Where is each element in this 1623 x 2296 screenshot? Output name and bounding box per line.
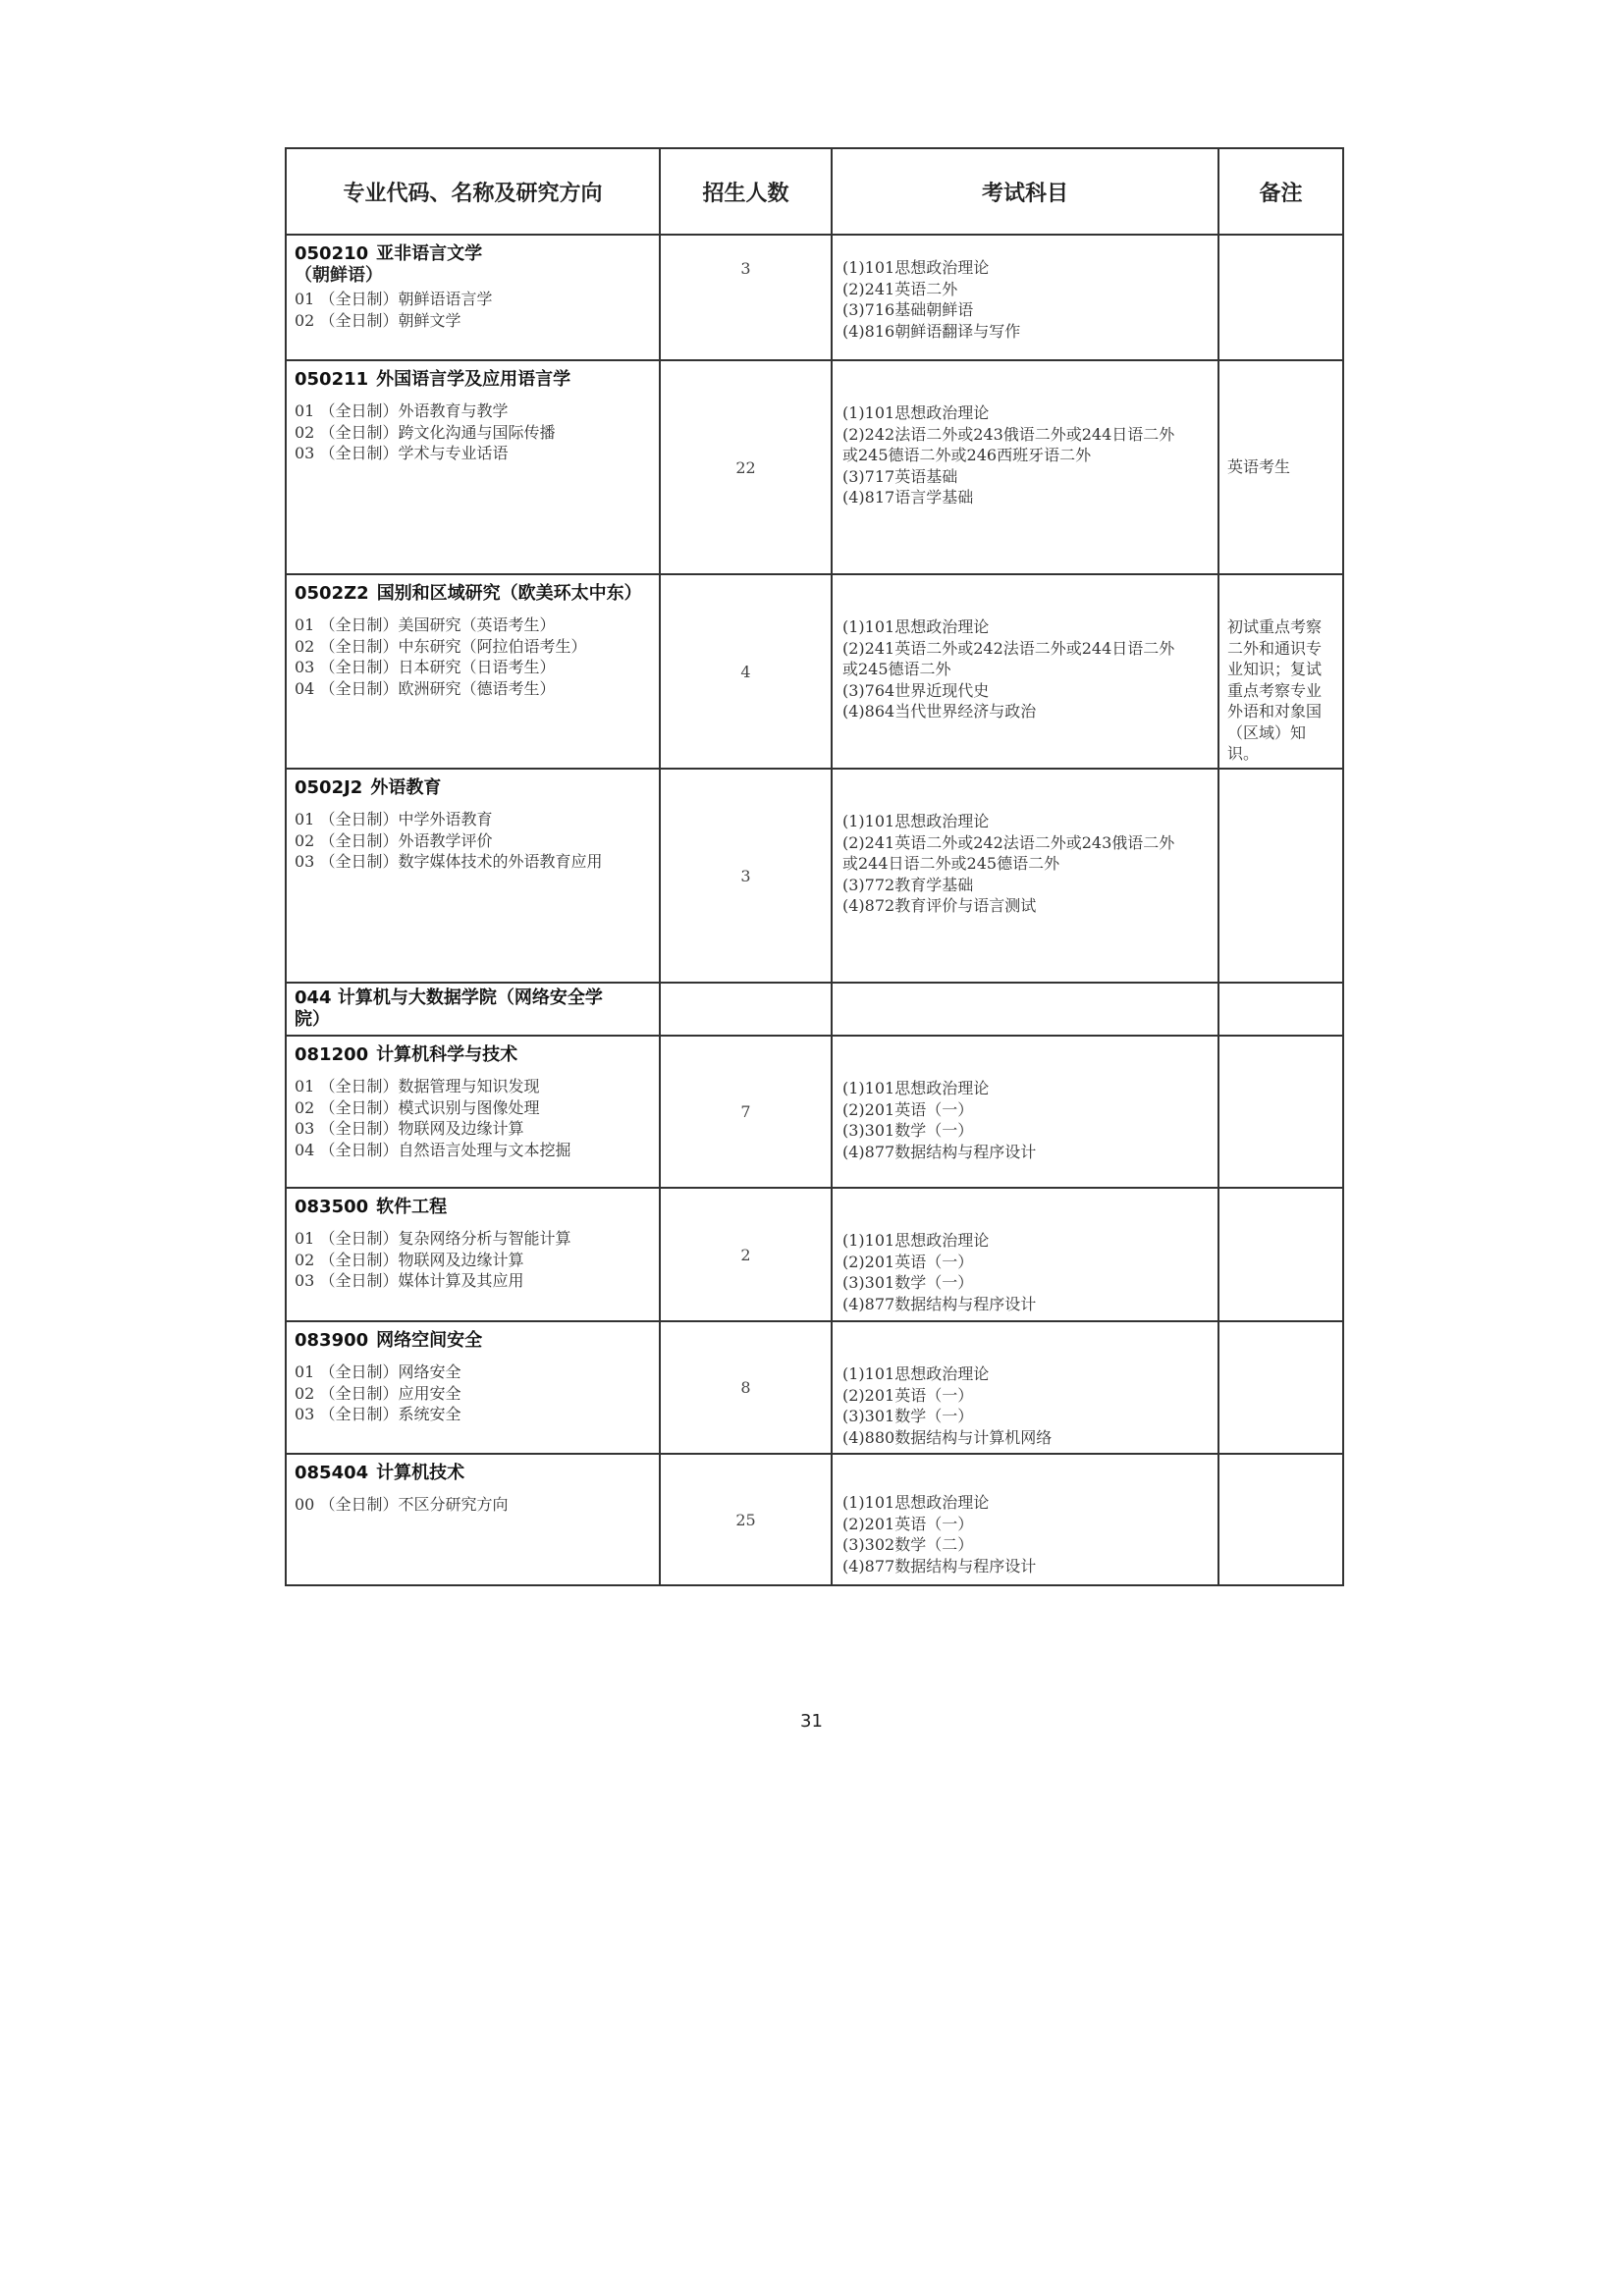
table-header-row [286, 148, 1343, 235]
subject-item: (2)201英语（一） [842, 1385, 974, 1405]
notes-cell [1218, 1036, 1343, 1188]
college-name: 044 计算机与大数据学院（网络安全学 [295, 988, 603, 1008]
subjects-cell [832, 1454, 1218, 1585]
subject-item: (3)717英语基础 [842, 466, 958, 486]
subject-item: (4)872教育评价与语言测试 [842, 896, 1037, 915]
table-row [286, 360, 1343, 574]
major-code: 050210 [295, 243, 369, 264]
notes-cell [1218, 1321, 1343, 1454]
major-name: 外语教育 [370, 777, 442, 798]
subject-item: (2)201英语（一） [842, 1514, 974, 1533]
direction-item: 02 （全日制）模式识别与图像处理 [295, 1097, 540, 1117]
major-name: 计算机技术 [376, 1463, 465, 1483]
major-code: 083900 [295, 1330, 369, 1351]
subject-item: (2)201英语（一） [842, 1099, 974, 1119]
subjects-cell [832, 769, 1218, 983]
subject-item: (1)101思想政治理论 [842, 1079, 990, 1097]
notes-cell [1218, 235, 1343, 360]
major-name: 软件工程 [376, 1197, 448, 1217]
subjects-cell [832, 235, 1218, 360]
subjects-cell [832, 360, 1218, 574]
table-row [286, 1321, 1343, 1454]
direction-item: 03 （全日制）物联网及边缘计算 [295, 1119, 524, 1138]
major-title [295, 777, 653, 799]
subject-item: (3)301数学（一） [842, 1407, 974, 1425]
college-row [286, 983, 1343, 1036]
enrollment-count: 2 [660, 1188, 832, 1321]
major-title [295, 243, 653, 265]
direction-item: 04 （全日制）自然语言处理与文本挖掘 [295, 1140, 571, 1159]
direction-item: 03 （全日制）媒体计算及其应用 [295, 1271, 524, 1290]
subject-item: (1)101思想政治理论 [842, 1231, 990, 1250]
page-number: 31 [800, 1711, 823, 1732]
subject-item: (3)716基础朝鲜语 [842, 300, 974, 319]
direction-item: 01 （全日制）数据管理与知识发现 [295, 1077, 540, 1095]
direction-item: 03 （全日制）日本研究（日语考生） [295, 658, 556, 676]
major-title [295, 583, 653, 605]
enrollment-count: 3 [660, 769, 832, 983]
major-code: 085404 [295, 1463, 369, 1483]
empty-cell [1218, 983, 1343, 1036]
empty-cell [832, 983, 1218, 1036]
major-name: 网络空间安全 [376, 1330, 483, 1351]
table-row [286, 574, 1343, 769]
subjects-cell [832, 574, 1218, 769]
subject-item: (2)201英语（一） [842, 1252, 974, 1271]
table-row [286, 769, 1343, 983]
subject-item: (4)864当代世界经济与政治 [842, 702, 1037, 721]
notes-cell [1218, 769, 1343, 983]
major-cell [286, 574, 660, 769]
major-cell [286, 235, 660, 360]
direction-item: 00 （全日制）不区分研究方向 [295, 1495, 509, 1514]
subjects-cell [832, 1321, 1218, 1454]
enrollment-count: 7 [660, 1036, 832, 1188]
subject-item: (4)817语言学基础 [842, 488, 974, 507]
direction-item: 03 （全日制）学术与专业话语 [295, 444, 509, 462]
header-major: 专业代码、名称及研究方向 [286, 148, 660, 235]
major-title [295, 1197, 653, 1218]
enrollment-count: 4 [660, 574, 832, 769]
direction-item: 02 （全日制）跨文化沟通与国际传播 [295, 422, 556, 442]
major-cell [286, 769, 660, 983]
header-notes: 备注 [1218, 148, 1343, 235]
direction-item: 01 （全日制）外语教育与教学 [295, 401, 509, 420]
notes-cell [1218, 1454, 1343, 1585]
major-code: 0502J2 [295, 777, 363, 798]
notes-cell [1218, 1188, 1343, 1321]
major-title [295, 369, 653, 391]
subject-item: (3)764世界近现代史 [842, 680, 990, 700]
subject-item: (3)301数学（一） [842, 1121, 974, 1140]
subjects-cell [832, 1036, 1218, 1188]
subject-item: 或245德语二外 [842, 660, 951, 678]
major-cell [286, 360, 660, 574]
notes-cell: 英语考生 [1218, 360, 1343, 574]
subject-item: (2)241英语二外或242法语二外或244日语二外 [842, 638, 1175, 658]
header-enrollment: 招生人数 [660, 148, 832, 235]
subject-item: 或244日语二外或245德语二外 [842, 854, 1060, 873]
subject-item: (4)877数据结构与程序设计 [842, 1142, 1037, 1161]
college-name-cont: 院） [295, 1009, 330, 1030]
subject-item: (1)101思想政治理论 [842, 258, 990, 277]
direction-item: 01 （全日制）美国研究（英语考生） [295, 615, 556, 634]
direction-item: 01 （全日制）复杂网络分析与智能计算 [295, 1229, 571, 1248]
major-cell [286, 1321, 660, 1454]
direction-item: 03 （全日制）数字媒体技术的外语教育应用 [295, 852, 603, 871]
subject-item: (4)877数据结构与程序设计 [842, 1294, 1037, 1313]
major-title [295, 1044, 653, 1066]
major-name: 外国语言学及应用语言学 [376, 369, 571, 390]
major-code: 0502Z2 [295, 583, 369, 604]
enrollment-table [285, 147, 1344, 1586]
major-code: 081200 [295, 1044, 369, 1065]
subject-item: (2)241英语二外 [842, 279, 958, 298]
direction-item: 02 （全日制）朝鲜文学 [295, 310, 461, 330]
direction-item: 01 （全日制）朝鲜语语言学 [295, 290, 493, 308]
subjects-cell [832, 1188, 1218, 1321]
subject-item: (3)301数学（一） [842, 1273, 974, 1292]
major-name: 国别和区域研究（欧美环太中东） [376, 583, 642, 604]
major-cell [286, 1188, 660, 1321]
subject-item: (1)101思想政治理论 [842, 1364, 990, 1383]
table-row [286, 235, 1343, 360]
enrollment-count: 22 [660, 360, 832, 574]
subject-item: (1)101思想政治理论 [842, 403, 990, 422]
direction-item: 01 （全日制）中学外语教育 [295, 810, 493, 828]
subject-item: (4)816朝鲜语翻译与写作 [842, 321, 1021, 341]
major-name: 计算机科学与技术 [376, 1044, 518, 1065]
empty-cell [660, 983, 832, 1036]
subject-item: (3)302数学（二） [842, 1535, 974, 1554]
direction-item: 01 （全日制）网络安全 [295, 1362, 461, 1381]
subject-item: (1)101思想政治理论 [842, 812, 990, 830]
college-cell [286, 983, 660, 1036]
major-subtitle: （朝鲜语） [295, 265, 383, 286]
direction-item: 02 （全日制）物联网及边缘计算 [295, 1250, 524, 1269]
major-cell [286, 1036, 660, 1188]
direction-item: 02 （全日制）应用安全 [295, 1383, 461, 1403]
subject-item: 或245德语二外或246西班牙语二外 [842, 446, 1092, 464]
enrollment-count: 25 [660, 1454, 832, 1585]
subject-item: (3)772教育学基础 [842, 875, 974, 894]
direction-item: 03 （全日制）系统安全 [295, 1405, 461, 1423]
header-subjects: 考试科目 [832, 148, 1218, 235]
direction-item: 02 （全日制）中东研究（阿拉伯语考生） [295, 636, 587, 656]
subject-item: (4)880数据结构与计算机网络 [842, 1427, 1053, 1447]
major-code: 050211 [295, 369, 369, 390]
subject-item: (1)101思想政治理论 [842, 1493, 990, 1512]
direction-item: 02 （全日制）外语教学评价 [295, 830, 493, 850]
table-row [286, 1454, 1343, 1585]
subject-item: (1)101思想政治理论 [842, 617, 990, 636]
table-row [286, 1188, 1343, 1321]
major-cell [286, 1454, 660, 1585]
major-name: 亚非语言文学 [376, 243, 483, 264]
major-title [295, 1463, 653, 1484]
major-title [295, 1330, 653, 1352]
direction-item: 04 （全日制）欧洲研究（德语考生） [295, 678, 556, 698]
subject-item: (2)241英语二外或242法语二外或243俄语二外 [842, 832, 1175, 852]
notes-cell: 初试重点考察二外和通识专业知识；复试重点考察专业外语和对象国（区域）知识。 [1218, 574, 1343, 769]
subject-item: (4)877数据结构与程序设计 [842, 1556, 1037, 1575]
enrollment-count: 8 [660, 1321, 832, 1454]
table-row [286, 1036, 1343, 1188]
enrollment-count: 3 [660, 235, 832, 360]
subject-item: (2)242法语二外或243俄语二外或244日语二外 [842, 424, 1175, 444]
major-code: 083500 [295, 1197, 369, 1217]
